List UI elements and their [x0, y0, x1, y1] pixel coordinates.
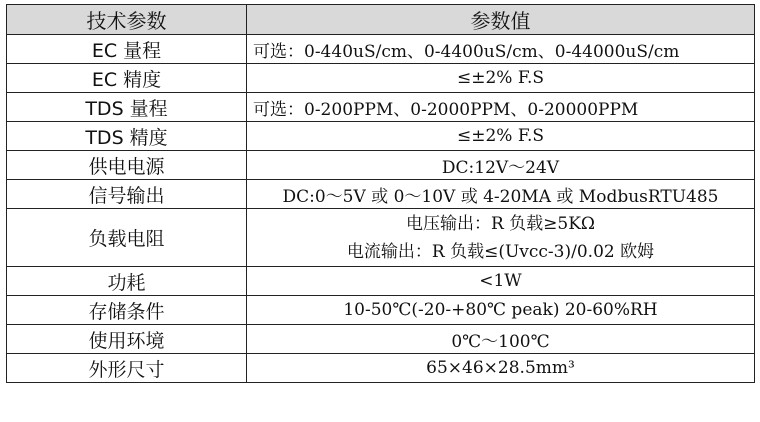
param-cell: TDS 精度	[7, 122, 247, 151]
value-cell: ≤±2% F.S	[247, 122, 755, 151]
param-cell: 存储条件	[7, 296, 247, 325]
table-row-load-resistance	[7, 209, 755, 267]
param-cell: 使用环境	[7, 325, 247, 354]
table-row-power-supply	[7, 151, 755, 180]
table-row-signal-output	[7, 180, 755, 209]
table-row-environment	[7, 325, 755, 354]
value-cell: 65×46×28.5mm³	[247, 354, 755, 383]
param-cell: 信号输出	[7, 180, 247, 209]
header-value: 参数值	[247, 5, 755, 35]
param-cell: EC 精度	[7, 64, 247, 93]
value-cell: 10-50℃(-20-+80℃ peak) 20-60%RH	[247, 296, 755, 325]
table-row-tds-accuracy	[7, 122, 755, 151]
param-cell: 外形尺寸	[7, 354, 247, 383]
value-cell: ≤±2% F.S	[247, 64, 755, 93]
value-cell: 可选：0-440uS/cm、0-4400uS/cm、0-44000uS/cm	[247, 35, 755, 64]
table-row-ec-accuracy	[7, 64, 755, 93]
value-line-voltage: 电压输出：R 负载≥5KΩ	[405, 213, 596, 234]
value-cell: 0℃～100℃	[247, 325, 755, 354]
param-cell: 负载电阻	[7, 209, 247, 267]
param-cell: EC 量程	[7, 35, 247, 64]
table-row-tds-range	[7, 93, 755, 122]
param-cell: 供电电源	[7, 151, 247, 180]
tech-spec-table	[6, 4, 755, 383]
value-cell: <1W	[247, 267, 755, 296]
value-cell: 可选：0-200PPM、0-2000PPM、0-20000PPM	[247, 93, 755, 122]
table-row-ec-range	[7, 35, 755, 64]
table-header-row	[7, 5, 755, 35]
value-cell: DC:0～5V 或 0～10V 或 4-20MA 或 ModbusRTU485	[247, 180, 755, 209]
header-param: 技术参数	[7, 5, 247, 35]
table-row-dimensions	[7, 354, 755, 383]
value-cell	[247, 209, 755, 267]
param-cell: TDS 量程	[7, 93, 247, 122]
value-line-current: 电流输出：R 负载≤(Uvcc-3)/0.02 欧姆	[346, 241, 655, 262]
value-cell: DC:12V～24V	[247, 151, 755, 180]
table-row-storage	[7, 296, 755, 325]
table-row-power-consumption	[7, 267, 755, 296]
param-cell: 功耗	[7, 267, 247, 296]
